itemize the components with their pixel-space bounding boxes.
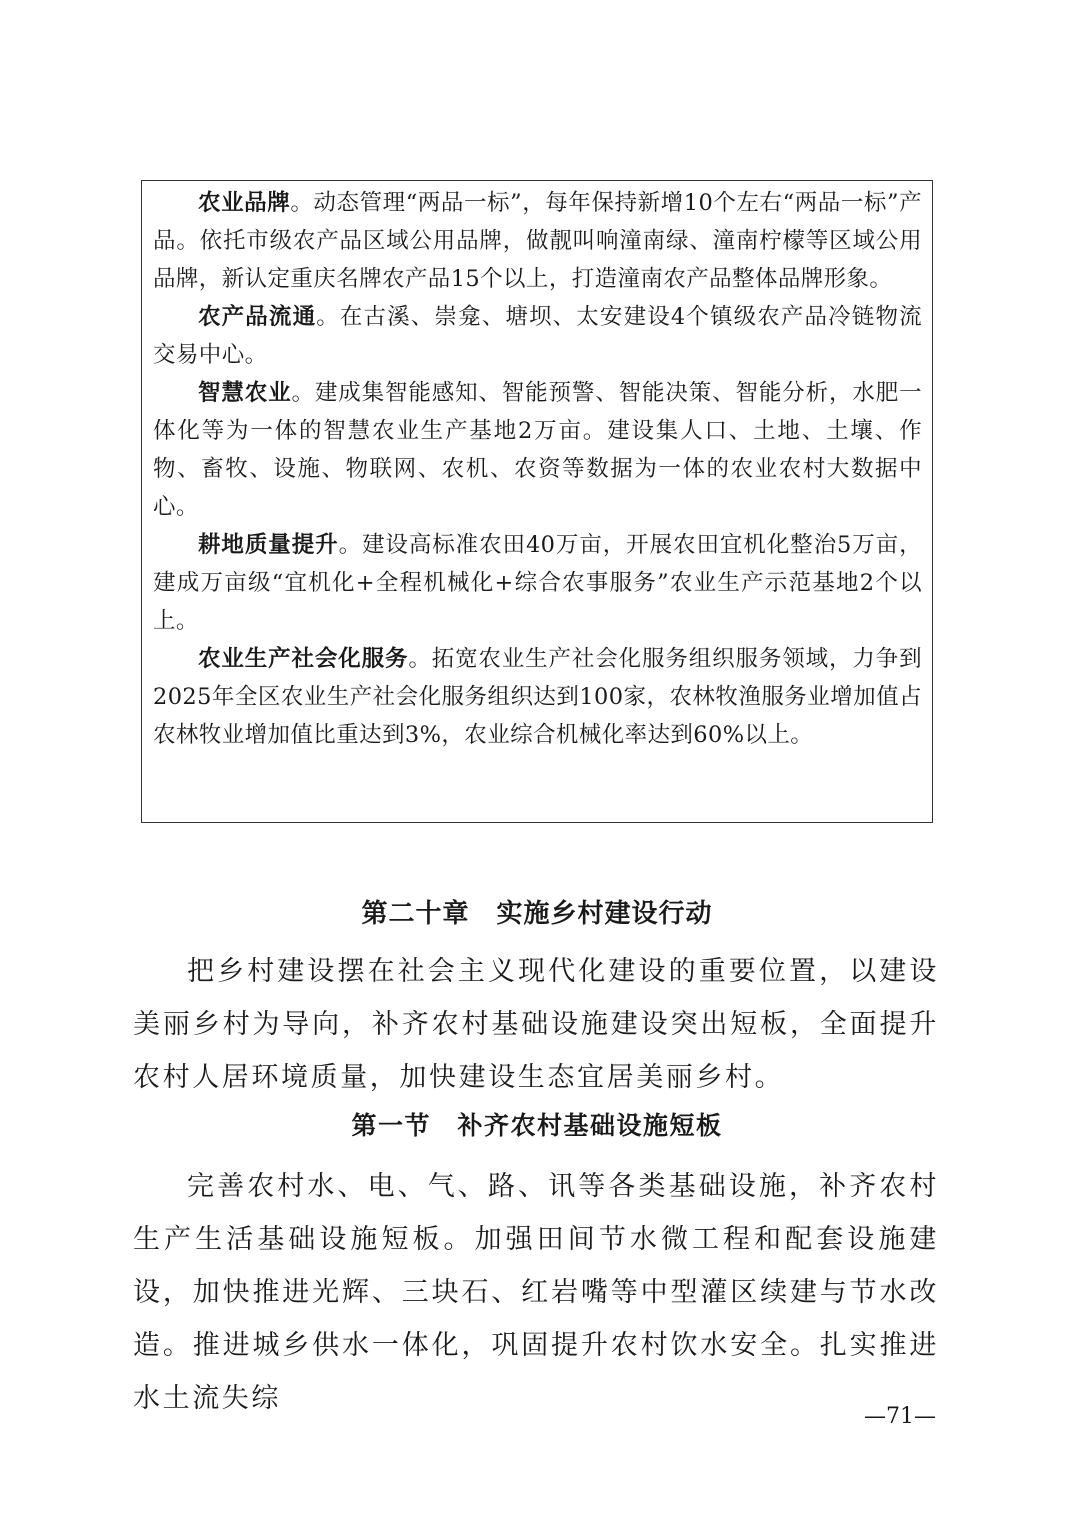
highlight-box <box>141 180 933 823</box>
box-item-text: 。在古溪、崇龛、塘坝、太安建设4个镇级农产品冷链物流交易中心。 <box>153 304 922 368</box>
box-item-heading: 智慧农业 <box>198 380 292 406</box>
box-item-text: 。拓宽农业生产社会化服务组织服务领域，力争到2025年全区农业生产社会化服务组织达到100家，农林牧渔服务业增加值占农林牧业增加值比重达到3%，农业综合机械化率达到60%以上。 <box>153 646 922 748</box>
box-item-heading: 农业生产社会化服务 <box>198 646 409 672</box>
box-item-socialized-services <box>153 640 922 754</box>
box-item-heading: 农产品流通 <box>198 304 317 330</box>
section-title: 第一节 补齐农村基础设施短板 <box>351 1111 723 1140</box>
page-number: —71— <box>864 1404 936 1429</box>
box-item-heading: 耕地质量提升 <box>198 532 339 558</box>
section-paragraph: 完善农村水、电、气、路、讯等各类基础设施，补齐农村生产生活基础设施短板。加强田间节水微工程和配套设施建设，加快推进光辉、三块石、红岩嘴等中型灌区续建与节水改造。推进城乡供水一体化，巩固提升农村饮水安全。扎实推进水土流失综 <box>133 1171 939 1414</box>
box-item-heading: 农业品牌 <box>198 190 291 216</box>
box-item-text: 。建设高标准农田40万亩，开展农田宜机化整治5万亩，建成万亩级“宜机化+全程机械化+综合农事服务”农业生产示范基地2个以上。 <box>153 532 922 634</box>
chapter-title: 第二十章 实施乡村建设行动 <box>361 899 713 929</box>
box-item-smart-agriculture <box>153 374 922 526</box>
chapter-intro-paragraph: 把乡村建设摆在社会主义现代化建设的重要位置，以建设美丽乡村为导向，补齐农村基础设施建设突出短板，全面提升农村人居环境质量，加快建设生态宜居美丽乡村。 <box>133 956 939 1093</box>
box-item-agri-brand <box>153 184 922 298</box>
box-item-produce-circulation <box>153 298 922 374</box>
box-item-text: 。动态管理“两品一标”，每年保持新增10个左右“两品一标”产品。依托市级农产品区域公用品牌，做靓叫响潼南绿、潼南柠檬等区域公用品牌，新认定重庆名牌农产品15个以上，打造潼南农产品整体品牌形象。 <box>153 190 922 292</box>
box-item-text: 。建成集智能感知、智能预警、智能决策、智能分析，水肥一体化等为一体的智慧农业生产基地2万亩。建设集人口、土地、土壤、作物、畜牧、设施、物联网、农机、农资等数据为一体的农业农村大数据中心。 <box>153 380 922 520</box>
box-item-farmland-quality <box>153 526 922 640</box>
